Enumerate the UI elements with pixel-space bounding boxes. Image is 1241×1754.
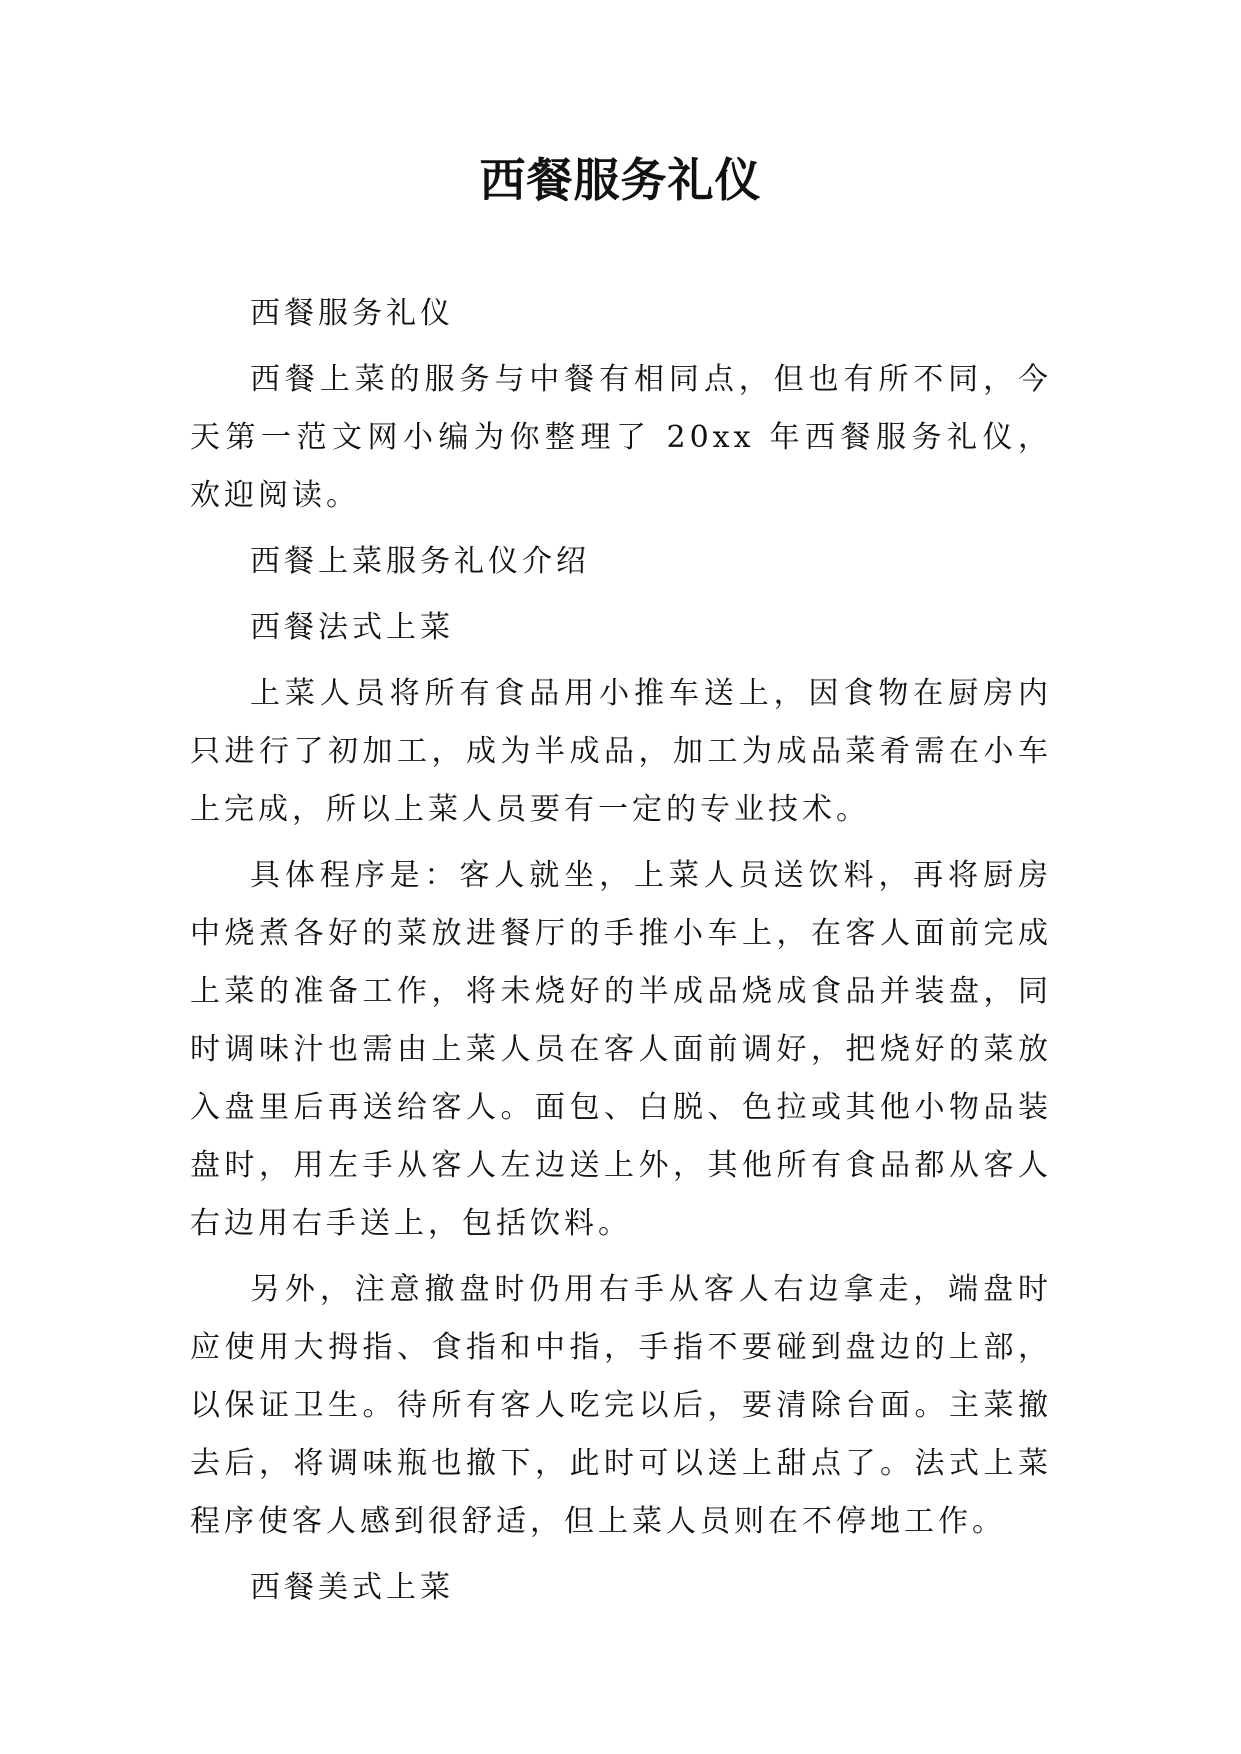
paragraph-french-overview: 上菜人员将所有食品用小推车送上，因食物在厨房内只进行了初加工，成为半成品，加工为成品菜肴需在小车上完成，所以上菜人员要有一定的专业技术。 <box>190 676 1052 827</box>
document-body <box>190 285 1052 1625</box>
paragraph-section-heading: 西餐上菜服务礼仪介绍 <box>250 544 590 579</box>
document-title: 西餐服务礼仪 <box>479 153 762 207</box>
paragraph-french-procedure: 具体程序是：客人就坐，上菜人员送饮料，再将厨房中烧煮各好的菜放进餐厅的手推小车上，在客人面前完成上菜的准备工作，将未烧好的半成品烧成食品并装盘，同时调味汁也需由上菜人员在客人面前调好，把烧好的菜放入盘里后再送给客人。面包、白脱、色拉或其他小物品装盘时，用左手从客人左边送上外，其他所有食品都从客人右边用右手送上，包括饮料。 <box>190 858 1052 1241</box>
paragraph-subheading-french: 西餐法式上菜 <box>250 610 454 645</box>
paragraph-intro: 西餐上菜的服务与中餐有相同点，但也有所不同，今天第一范文网小编为你整理了 20xx 年西餐服务礼仪，欢迎阅读。 <box>190 362 1052 513</box>
paragraph-heading: 西餐服务礼仪 <box>250 296 454 331</box>
paragraph-subheading-american: 西餐美式上菜 <box>250 1570 454 1605</box>
paragraph-french-clearing: 另外，注意撤盘时仍用右手从客人右边拿走，端盘时应使用大拇指、食指和中指，手指不要碰到盘边的上部，以保证卫生。待所有客人吃完以后，要清除台面。主菜撤去后，将调味瓶也撤下，此时可以送上甜点了。法式上菜程序使客人感到很舒适，但上菜人员则在不停地工作。 <box>190 1272 1052 1539</box>
